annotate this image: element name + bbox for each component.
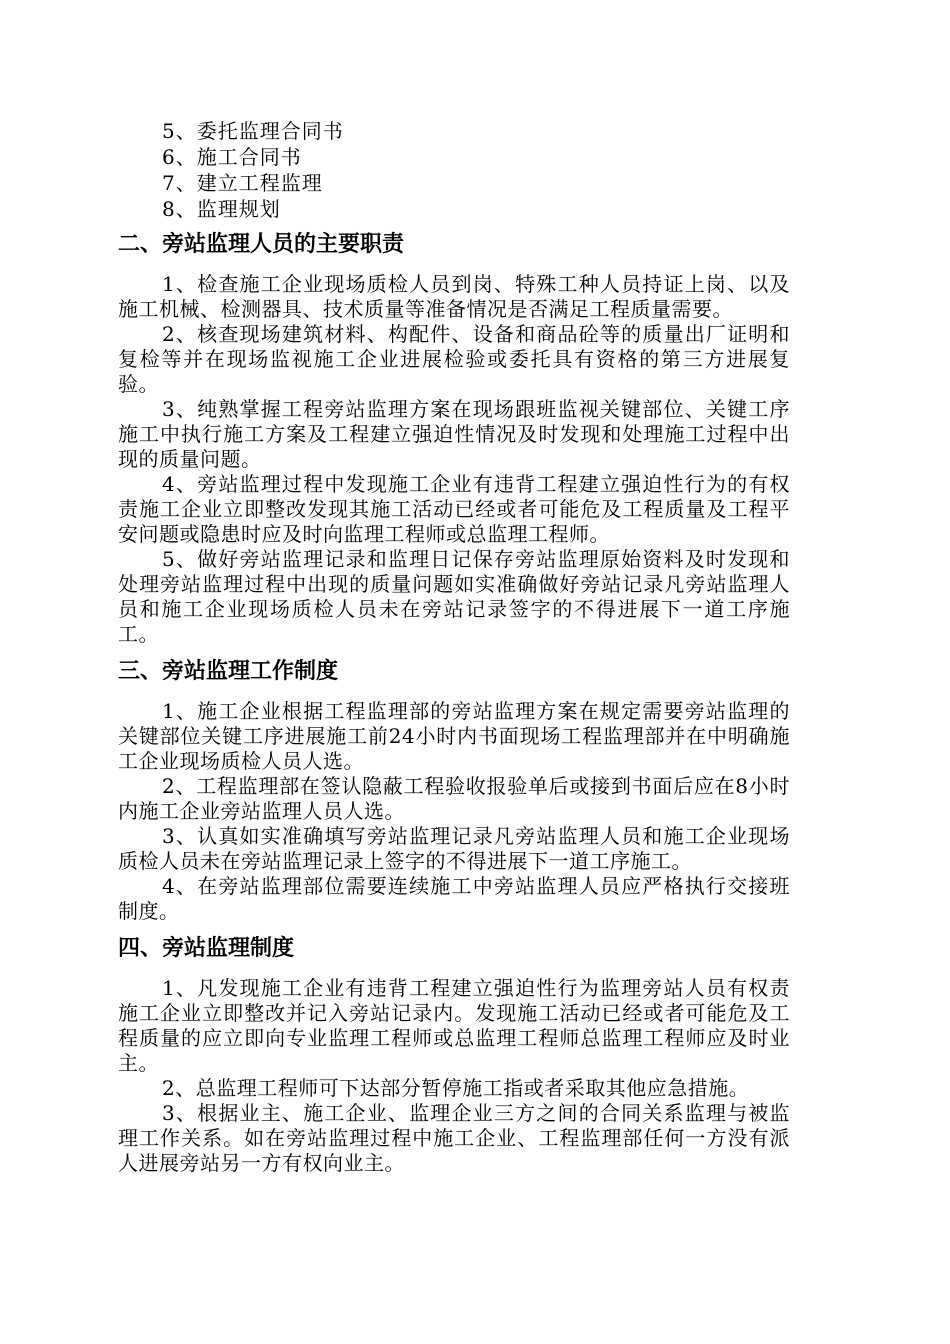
list-item: 6、施工合同书	[162, 145, 302, 169]
document-list	[118, 118, 790, 222]
section-heading: 四、旁站监理制度	[118, 936, 295, 961]
paragraph: 2、工程监理部在签认隐蔽工程验收报验单后或接到书面后应在8小时内施工企业旁站监理人员人选。	[118, 774, 790, 823]
list-item: 8、监理规划	[162, 197, 281, 221]
paragraph: 5、做好旁站监理记录和监理日记保存旁站监理原始资料及时发现和处理旁站监理过程中出现的质量问题如实准确做好旁站记录凡旁站监理人员和施工企业现场质检人员未在旁站记录签字的不得进展下一道工序施工。	[118, 547, 790, 646]
list-item: 7、建立工程监理	[162, 171, 323, 195]
paragraph: 1、检查施工企业现场质检人员到岗、特殊工种人员持证上岗、以及施工机械、检测器具、技术质量等准备情况是否满足工程质量需要。	[118, 272, 790, 321]
section-work-system	[118, 657, 790, 924]
document-page	[118, 118, 790, 1186]
paragraph: 1、凡发现施工企业有违背工程建立强迫性行为监理旁站人员有权责施工企业立即整改并记入旁站记录内。发现施工活动已经或者可能危及工程质量的应立即向专业监理工程师或总监理工程师总监理工程师应及时业主。	[118, 976, 790, 1075]
list-item: 5、委托监理合同书	[162, 119, 344, 143]
paragraph: 3、根据业主、施工企业、监理企业三方之间的合同关系监理与被监理工作关系。如在旁站监理过程中施工企业、工程监理部任何一方没有派人进展旁站另一方有权向业主。	[118, 1101, 790, 1175]
section-duties	[118, 230, 790, 647]
section-heading: 二、旁站监理人员的主要职责	[118, 232, 405, 257]
paragraph: 3、认真如实准确填写旁站监理记录凡旁站监理人员和施工企业现场质检人员未在旁站监理记录上签字的不得进展下一道工序施工。	[118, 824, 790, 873]
paragraph: 4、在旁站监理部位需要连续施工中旁站监理人员应严格执行交接班制度。	[118, 874, 790, 923]
paragraph: 3、纯熟掌握工程旁站监理方案在现场跟班监视关键部位、关键工序施工中执行施工方案及工程建立强迫性情况及时发现和处理施工过程中出现的质量问题。	[118, 397, 790, 471]
section-supervision-system	[118, 934, 790, 1176]
paragraph: 1、施工企业根据工程监理部的旁站监理方案在规定需要旁站监理的关键部位关键工序进展施工前24小时内书面现场工程监理部并在中明确施工企业现场质检人员人选。	[118, 699, 790, 773]
paragraph: 2、总监理工程师可下达部分暂停施工指或者采取其他应急措施。	[162, 1076, 750, 1100]
section-heading: 三、旁站监理工作制度	[118, 659, 339, 684]
paragraph: 4、旁站监理过程中发现施工企业有违背工程建立强迫性行为的有权责施工企业立即整改发现其施工活动已经或者可能危及工程质量及工程平安问题或隐患时应及时向监理工程师或总监理工程师。	[118, 472, 790, 546]
paragraph: 2、核查现场建筑材料、构配件、设备和商品砼等的质量出厂证明和复检等并在现场监视施工企业进展检验或委托具有资格的第三方进展复验。	[118, 322, 790, 396]
